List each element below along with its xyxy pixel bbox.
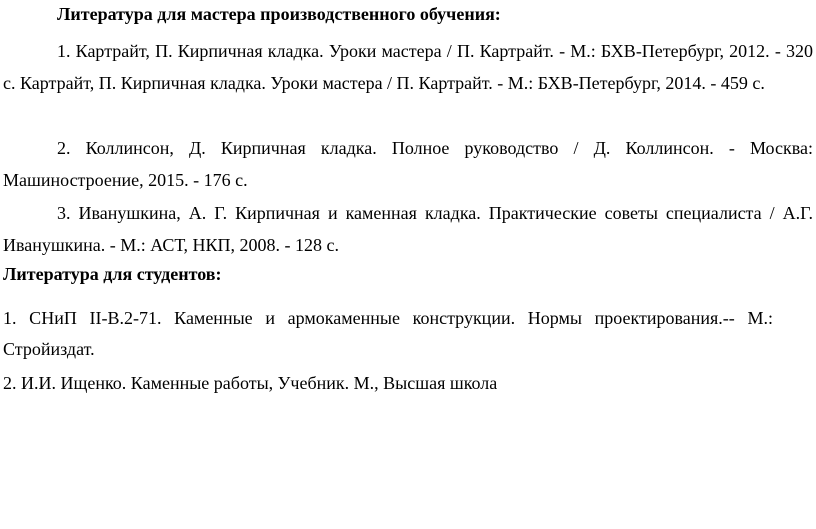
reference-item-master-3: 3. Иванушкина, А. Г. Кирпичная и каменная кладка. Практические советы специалиста / А.Г. Иванушкина. - М.: АСТ, НКП, 2008. - 128 с. (3, 203, 813, 255)
heading-literature-for-master: Литература для мастера производственного обучения: (57, 4, 501, 24)
reference-item-master-1: 1. Картрайт, П. Кирпичная кладка. Уроки мастера / П. Картрайт. - М.: БХВ-Петербург, 2012. - 320 с. Картрайт, П. Кирпичная кладка. Уроки мастера / П. Картрайт. - М.: БХВ-Петербург, 2014. - 459 с. (3, 41, 813, 93)
reference-item-students-1: 1. СНиП II-В.2-71. Каменные и армокаменные конструкции. Нормы проектирования.-- М.: Стройиздат. (3, 308, 773, 359)
reference-item-master-2: 2. Коллинсон, Д. Кирпичная кладка. Полное руководство / Д. Коллинсон. - Москва: Машиностроение, 2015. - 176 с. (3, 138, 813, 190)
heading-literature-for-students: Литература для студентов: (3, 264, 222, 284)
reference-item-students-2: 2. И.И. Ищенко. Каменные работы, Учебник. М., Высшая школа (3, 373, 498, 393)
